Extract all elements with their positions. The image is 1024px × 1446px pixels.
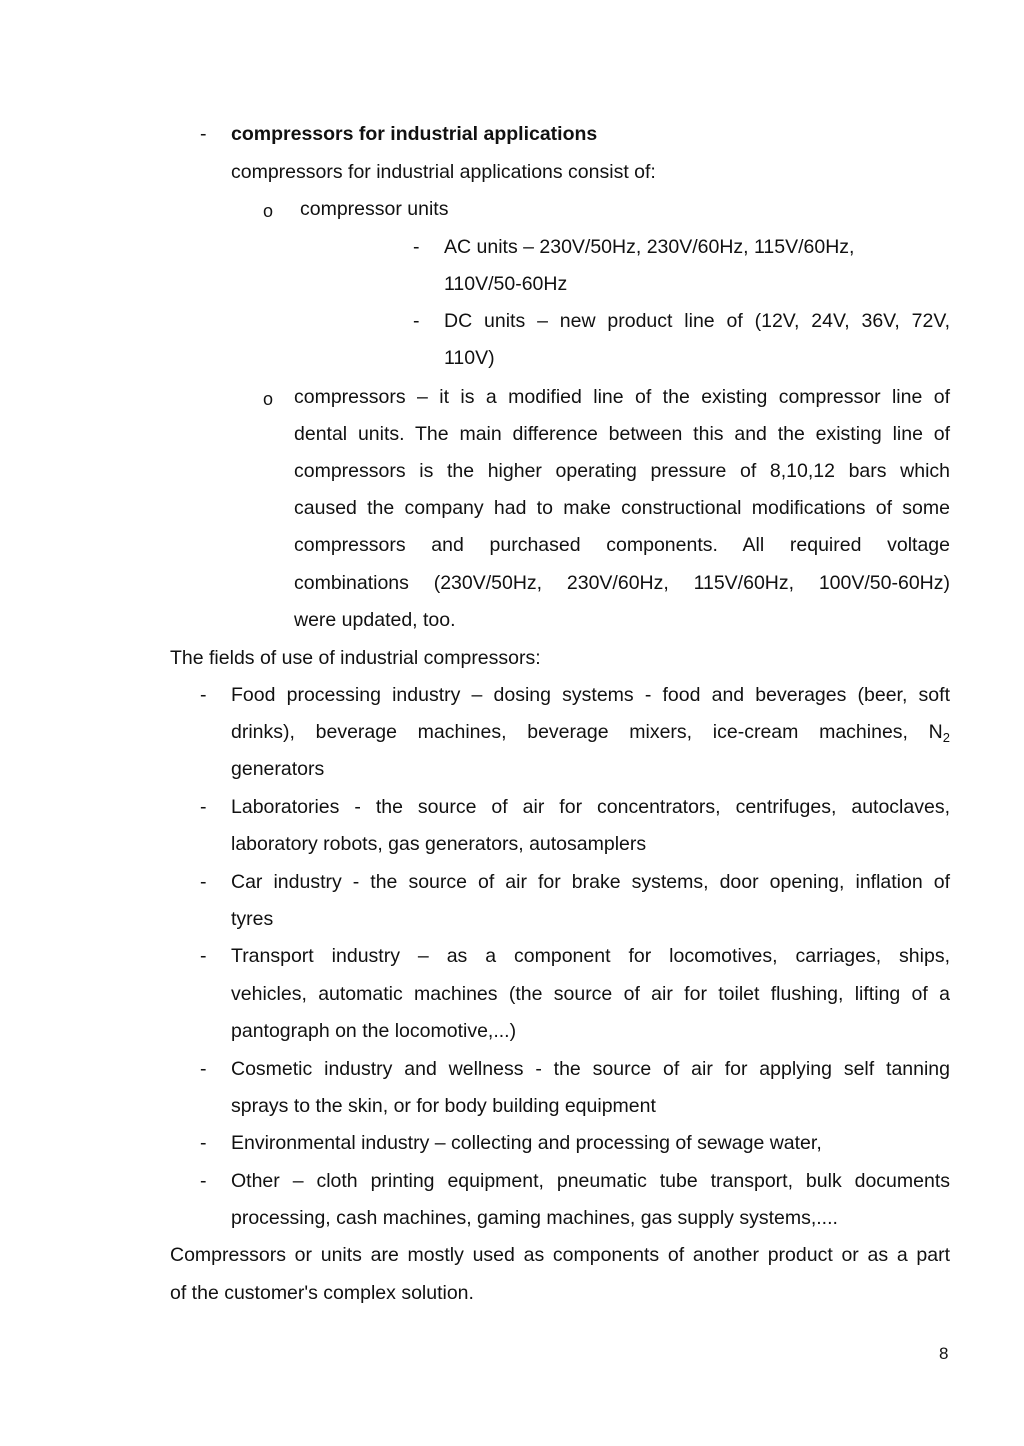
closing-line-2: of the customer's complex solution. bbox=[170, 1282, 474, 1304]
list-dash: - bbox=[200, 871, 207, 893]
compressors-line-5: compressors and purchased components. All required voltage bbox=[294, 534, 950, 556]
compressors-line-7: were updated, too. bbox=[294, 609, 456, 631]
environmental-line-1: Environmental industry – collecting and processing of sewage water, bbox=[231, 1132, 822, 1154]
page-number: 8 bbox=[939, 1344, 949, 1363]
compressors-line-2: dental units. The main difference between this and the existing line of bbox=[294, 423, 950, 445]
list-dash: - bbox=[200, 1058, 207, 1080]
list-dash: - bbox=[200, 796, 207, 818]
list-dash: - bbox=[200, 945, 207, 967]
food-line-3: generators bbox=[231, 758, 325, 780]
list-dash: - bbox=[200, 1170, 207, 1192]
closing-line-1: Compressors or units are mostly used as components of another product or as a part bbox=[170, 1244, 950, 1266]
item-compressor-units: compressor units bbox=[300, 198, 449, 220]
dc-units-line-2: 110V) bbox=[444, 347, 495, 369]
compressors-line-4: caused the company had to make constructional modifications of some bbox=[294, 497, 950, 519]
ac-units-line-2: 110V/50-60Hz bbox=[444, 273, 568, 295]
labs-line-1: Laboratories - the source of air for concentrators, centrifuges, autoclaves, bbox=[231, 796, 950, 818]
list-dash: - bbox=[200, 684, 207, 706]
list-bullet: o bbox=[263, 201, 274, 221]
list-dash: - bbox=[200, 1132, 207, 1154]
compressors-line-6: combinations (230V/50Hz, 230V/60Hz, 115V/60Hz, 100V/50-60Hz) bbox=[294, 572, 950, 594]
ac-units-line-1: AC units – 230V/50Hz, 230V/60Hz, 115V/60Hz, bbox=[444, 236, 855, 258]
transport-line-3: pantograph on the locomotive,...) bbox=[231, 1020, 517, 1042]
compressors-line-1: compressors – it is a modified line of the existing compressor line of bbox=[294, 386, 950, 408]
cosmetic-line-1: Cosmetic industry and wellness - the source of air for applying self tanning bbox=[231, 1058, 950, 1080]
dc-units-line-1: DC units – new product line of (12V, 24V, 36V, 72V, bbox=[444, 310, 950, 332]
transport-line-1: Transport industry – as a component for locomotives, carriages, ships, bbox=[231, 945, 950, 967]
list-dash: - bbox=[413, 310, 420, 332]
other-line-2: processing, cash machines, gaming machines, gas supply systems,.... bbox=[231, 1207, 838, 1229]
fields-intro: The fields of use of industrial compressors: bbox=[170, 647, 541, 669]
cosmetic-line-2: sprays to the skin, or for body building equipment bbox=[231, 1095, 656, 1117]
section-heading: compressors for industrial applications bbox=[231, 123, 598, 145]
list-bullet: o bbox=[263, 389, 274, 409]
other-line-1: Other – cloth printing equipment, pneumatic tube transport, bulk documents bbox=[231, 1170, 950, 1192]
list-dash: - bbox=[413, 236, 420, 258]
car-line-2: tyres bbox=[231, 908, 274, 930]
labs-line-2: laboratory robots, gas generators, autosamplers bbox=[231, 833, 647, 855]
compressors-line-3: compressors is the higher operating pressure of 8,10,12 bars which bbox=[294, 460, 950, 482]
car-line-1: Car industry - the source of air for brake systems, door opening, inflation of bbox=[231, 871, 950, 893]
section-intro: compressors for industrial applications consist of: bbox=[231, 161, 656, 183]
food-line-2: drinks), beverage machines, beverage mixers, ice-cream machines, $N_2$ bbox=[231, 721, 950, 745]
transport-line-2: vehicles, automatic machines (the source of air for toilet flushing, lifting of a bbox=[231, 983, 950, 1005]
list-dash: - bbox=[200, 123, 207, 145]
food-line-1: Food processing industry – dosing systems - food and beverages (beer, soft bbox=[231, 684, 950, 706]
